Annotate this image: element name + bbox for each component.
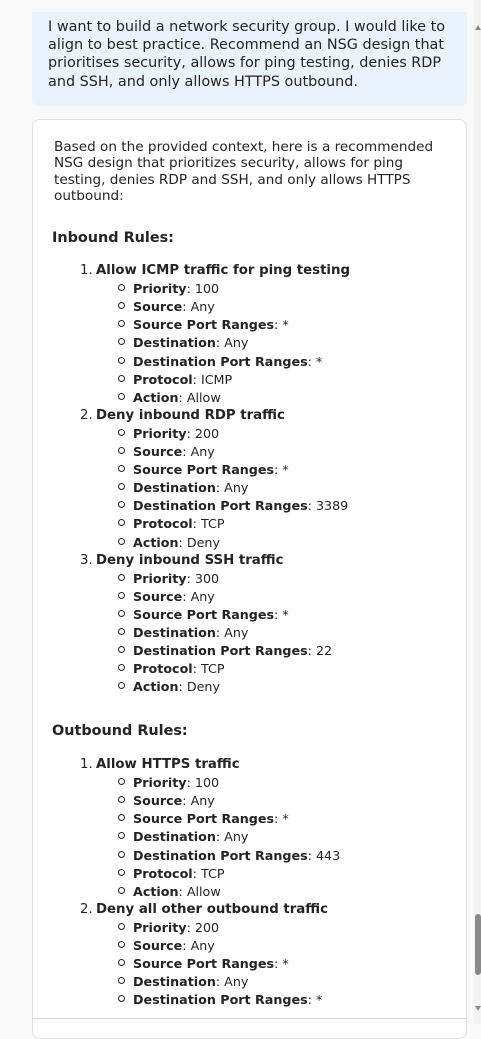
property-name: Source xyxy=(133,444,183,459)
rule-property xyxy=(118,461,289,479)
property-value: : Allow xyxy=(178,883,221,899)
circle-bullet-icon xyxy=(118,284,125,291)
property-value: : TCP xyxy=(192,661,225,677)
property-value: : 200 xyxy=(186,919,220,935)
property-name: Source xyxy=(133,588,183,604)
circle-bullet-icon xyxy=(118,959,125,966)
property-value: : Any xyxy=(182,793,215,809)
rule-property xyxy=(118,534,220,552)
circle-bullet-icon xyxy=(118,869,125,876)
user-message xyxy=(32,12,467,106)
rule-property xyxy=(118,316,289,334)
rule-title: Deny inbound SSH traffic xyxy=(96,552,284,568)
property-value: : * xyxy=(274,462,289,478)
rule-property xyxy=(118,865,224,883)
property-name: Destination Port Ranges xyxy=(133,847,308,863)
rule-property xyxy=(118,588,215,606)
rule-property xyxy=(118,847,340,865)
property-value: : * xyxy=(307,992,323,1008)
property-value: : 100 xyxy=(186,775,220,791)
circle-bullet-icon xyxy=(118,923,125,930)
circle-bullet-icon xyxy=(118,995,125,1002)
rule-property xyxy=(118,425,219,443)
property-name: Destination Port Ranges xyxy=(133,643,308,659)
property-name: Destination xyxy=(133,829,216,845)
property-value: : Any xyxy=(182,444,215,459)
property-name: Source xyxy=(133,299,183,315)
property-name: Action xyxy=(133,883,179,899)
rule-property xyxy=(118,334,248,352)
rule-title: Deny all other outbound traffic xyxy=(96,901,328,917)
property-name: Action xyxy=(133,389,179,405)
user-message-text: I want to build a network security group. I would like to align to best practice. Recommend an NSG design that prioritises security, allows for ping testing, denies RDP and SSH, and only allows HTTPS outbound. xyxy=(48,19,446,90)
circle-bullet-icon xyxy=(118,465,125,472)
property-value: : Deny xyxy=(178,534,220,550)
property-name: Source Port Ranges xyxy=(133,462,275,478)
property-value: : 100 xyxy=(186,281,220,297)
property-name: Priority xyxy=(133,570,187,586)
property-name: Action xyxy=(133,679,179,695)
outbound-rule-1 xyxy=(80,756,240,774)
property-value: : Allow xyxy=(178,389,221,405)
property-name: Priority xyxy=(133,775,187,791)
outbound-rules-heading: Outbound Rules: xyxy=(52,723,188,739)
property-value: : ICMP xyxy=(192,371,233,387)
property-value: : Any xyxy=(215,480,249,496)
circle-bullet-icon xyxy=(118,610,125,617)
circle-bullet-icon xyxy=(118,796,125,803)
property-value: : Any xyxy=(215,829,249,845)
property-name: Protocol xyxy=(133,865,193,881)
rule-property xyxy=(118,353,322,371)
rule-property xyxy=(118,883,221,901)
property-name: Source Port Ranges xyxy=(133,606,275,622)
property-name: Protocol xyxy=(133,516,193,532)
circle-bullet-icon xyxy=(118,851,125,858)
property-value: : Deny xyxy=(178,679,220,695)
rule-property xyxy=(118,497,348,515)
property-value: : 3389 xyxy=(307,498,349,514)
inbound-rules-heading: Inbound Rules: xyxy=(52,230,174,246)
rule-property xyxy=(118,919,219,937)
circle-bullet-icon xyxy=(118,628,125,635)
rule-number: 3. xyxy=(80,552,93,568)
rule-property xyxy=(118,624,248,642)
property-name: Priority xyxy=(133,281,187,297)
property-value: : * xyxy=(274,606,289,622)
rule-property xyxy=(118,371,232,389)
circle-bullet-icon xyxy=(118,429,125,436)
property-name: Destination Port Ranges xyxy=(133,992,308,1008)
rule-property xyxy=(118,280,219,298)
circle-bullet-icon xyxy=(118,664,125,671)
rule-property xyxy=(118,991,322,1009)
circle-bullet-icon xyxy=(118,941,125,948)
property-name: Destination Port Ranges xyxy=(133,353,308,369)
inbound-rule-2 xyxy=(80,407,285,425)
scroll-up-icon[interactable] xyxy=(475,25,481,30)
property-value: : 200 xyxy=(186,425,220,441)
circle-bullet-icon xyxy=(118,501,125,508)
circle-bullet-icon xyxy=(118,483,125,490)
rule-property xyxy=(118,973,248,991)
property-value: : Any xyxy=(215,625,249,640)
property-value: : 22 xyxy=(307,643,333,659)
circle-bullet-icon xyxy=(118,357,125,364)
property-name: Destination xyxy=(133,974,216,990)
circle-bullet-icon xyxy=(118,592,125,599)
rule-property xyxy=(118,642,332,660)
rule-property xyxy=(118,570,219,588)
response-intro: Based on the provided context, here is a recommended NSG design that prioritizes security, allows for ping testing, denies RDP and SSH, and only allows HTTPS outbound: xyxy=(54,139,434,204)
rule-property xyxy=(118,479,248,497)
property-name: Destination Port Ranges xyxy=(133,498,308,514)
scroll-down-icon[interactable] xyxy=(475,1006,481,1011)
property-name: Priority xyxy=(133,425,187,441)
rule-property xyxy=(118,678,220,696)
inbound-rule-3 xyxy=(80,552,284,570)
property-name: Source xyxy=(133,938,183,953)
circle-bullet-icon xyxy=(118,778,125,785)
circle-bullet-icon xyxy=(118,320,125,327)
property-name: Destination xyxy=(133,625,216,640)
circle-bullet-icon xyxy=(118,302,125,309)
circle-bullet-icon xyxy=(118,814,125,821)
rule-property xyxy=(118,298,215,316)
rule-property xyxy=(118,443,215,461)
rule-property xyxy=(118,660,224,678)
circle-bullet-icon xyxy=(118,447,125,454)
property-name: Action xyxy=(133,534,179,550)
property-name: Protocol xyxy=(133,661,193,677)
inbound-rule-1 xyxy=(80,262,350,280)
circle-bullet-icon xyxy=(118,393,125,400)
rule-property xyxy=(118,774,219,792)
rule-title: Allow ICMP traffic for ping testing xyxy=(96,263,350,278)
property-value: : 300 xyxy=(186,570,220,586)
property-value: : Any xyxy=(215,974,249,990)
rule-property xyxy=(118,792,215,810)
property-name: Source Port Ranges xyxy=(133,317,275,333)
property-name: Source Port Ranges xyxy=(133,811,275,827)
scrollbar-track[interactable] xyxy=(474,0,481,1024)
circle-bullet-icon xyxy=(118,519,125,526)
property-value: : Any xyxy=(182,299,215,315)
circle-bullet-icon xyxy=(118,338,125,345)
property-name: Protocol xyxy=(133,371,193,387)
rule-property xyxy=(118,515,224,533)
rule-number: 1. xyxy=(80,757,93,772)
outbound-rule-2 xyxy=(80,901,328,919)
property-name: Destination xyxy=(133,335,216,351)
property-value: : * xyxy=(274,317,289,333)
circle-bullet-icon xyxy=(118,574,125,581)
rule-property xyxy=(118,389,221,407)
circle-bullet-icon xyxy=(118,977,125,984)
circle-bullet-icon xyxy=(118,682,125,689)
property-value: : 443 xyxy=(307,847,341,863)
rule-property xyxy=(118,606,289,624)
rule-title: Allow HTTPS traffic xyxy=(96,757,240,772)
rule-property xyxy=(118,810,289,828)
property-name: Source xyxy=(133,793,183,809)
circle-bullet-icon xyxy=(118,375,125,382)
property-name: Destination xyxy=(133,480,216,496)
property-value: : * xyxy=(274,811,289,827)
property-value: : * xyxy=(307,353,323,369)
rule-title: Deny inbound RDP traffic xyxy=(96,407,285,423)
property-value: : * xyxy=(274,956,289,972)
property-value: : Any xyxy=(182,588,215,604)
rule-property xyxy=(118,955,289,973)
property-value: : Any xyxy=(182,938,215,953)
property-name: Priority xyxy=(133,919,187,935)
circle-bullet-icon xyxy=(118,538,125,545)
circle-bullet-icon xyxy=(118,832,125,839)
circle-bullet-icon xyxy=(118,887,125,894)
rule-property xyxy=(118,828,248,846)
property-name: Source Port Ranges xyxy=(133,956,275,972)
circle-bullet-icon xyxy=(118,646,125,653)
property-value: : Any xyxy=(215,335,249,351)
rule-number: 2. xyxy=(80,407,93,423)
property-value: : TCP xyxy=(192,516,225,532)
rule-property xyxy=(118,937,215,955)
rule-number: 1. xyxy=(80,263,93,278)
scrollbar-thumb[interactable] xyxy=(475,914,481,975)
property-value: : TCP xyxy=(192,865,225,881)
divider xyxy=(32,1018,467,1019)
rule-number: 2. xyxy=(80,901,93,917)
